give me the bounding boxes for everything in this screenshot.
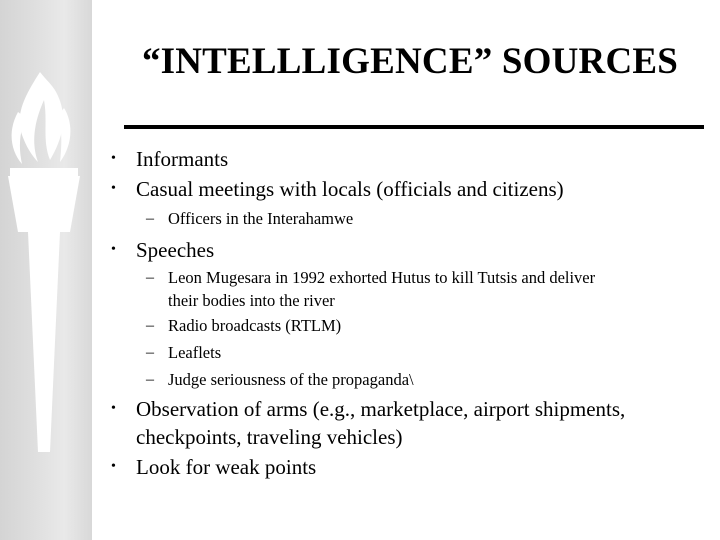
bullet-icon: • xyxy=(111,242,116,257)
page-title: “INTELLLIGENCE” SOURCES xyxy=(141,41,679,82)
sub-list-item: Leon Mugesara in 1992 exhorted Hutus to kill Tutsis and deliver xyxy=(168,268,596,287)
sub-list-item: Judge seriousness of the propaganda\ xyxy=(168,370,414,389)
torch-icon xyxy=(0,0,92,540)
list-item: Observation of arms (e.g., marketplace, airport shipments, xyxy=(136,397,626,421)
dash-icon: – xyxy=(146,210,154,227)
dash-icon: – xyxy=(146,371,154,388)
sub-list-item: Officers in the Interahamwe xyxy=(168,209,354,228)
list-item-continuation: checkpoints, traveling vehicles) xyxy=(136,425,403,449)
sub-list-item: Radio broadcasts (RTLM) xyxy=(168,316,342,335)
bullet-icon: • xyxy=(111,151,116,166)
dash-icon: – xyxy=(146,344,154,361)
bullet-icon: • xyxy=(111,401,116,416)
list-item: Casual meetings with locals (officials and citizens) xyxy=(136,177,564,201)
sidebar-torch-panel xyxy=(0,0,92,540)
title-divider xyxy=(124,125,704,129)
bullet-icon: • xyxy=(111,459,116,474)
dash-icon: – xyxy=(146,317,154,334)
list-item: Look for weak points xyxy=(136,455,317,479)
sub-list-item-continuation: their bodies into the river xyxy=(168,291,335,310)
bullet-icon: • xyxy=(111,181,116,196)
list-item: Speeches xyxy=(136,238,215,262)
sub-list-item: Leaflets xyxy=(168,343,222,362)
list-item: Informants xyxy=(136,147,229,171)
dash-icon: – xyxy=(146,269,154,286)
